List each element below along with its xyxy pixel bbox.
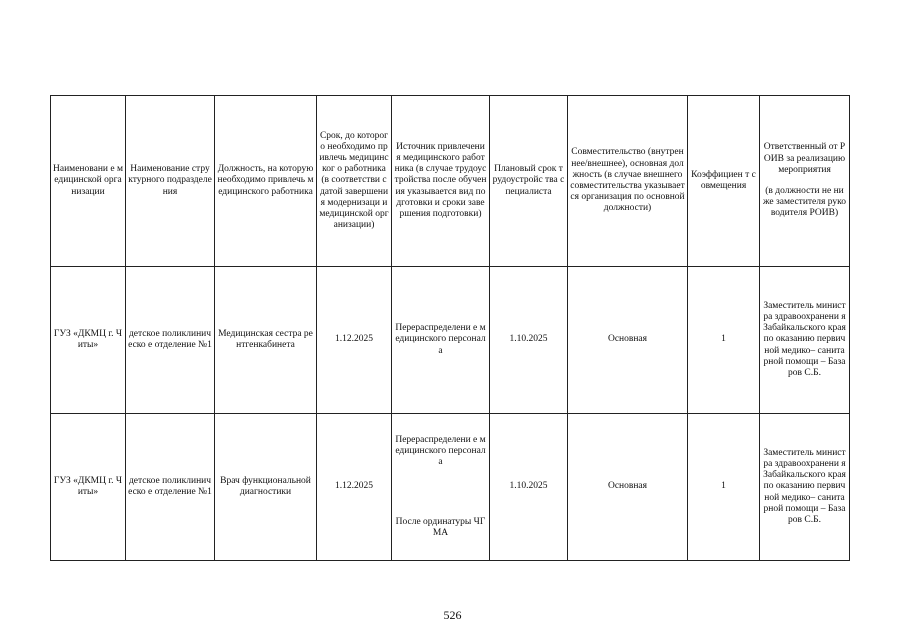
header-org: Наименовани е медицинской организации	[51, 96, 126, 267]
header-deadline: Срок, до которого необходимо привлечь медицинског о работника (в соответстви с датой завершения модернизаци и медицинской организации)	[317, 96, 392, 267]
header-unit: Наименование структурного подразделения	[126, 96, 215, 267]
cell-responsible: Заместитель министра здравоохранени я Забайкальского края по оказанию первичной медико– санитарной помощи – Базаров С.Б.	[760, 267, 850, 414]
cell-responsible: Заместитель министра здравоохранени я Забайкальского края по оказанию первичной медико– санитарной помощи – Базаров С.Б.	[760, 414, 850, 561]
cell-source	[392, 414, 490, 561]
measures-table	[50, 95, 850, 561]
header-planned: Плановый срок трудоустройс тва специалиста	[490, 96, 568, 267]
cell-coef: 1	[688, 267, 760, 414]
table-row	[51, 267, 850, 414]
header-responsible	[760, 96, 850, 267]
cell-combination: Основная	[568, 414, 688, 561]
cell-org: ГУЗ «ДКМЦ г. Читы»	[51, 267, 126, 414]
table-header-row	[51, 96, 850, 267]
cell-planned: 1.10.2025	[490, 267, 568, 414]
cell-position: Врач функциональной диагностики	[215, 414, 317, 561]
cell-coef: 1	[688, 414, 760, 561]
cell-combination: Основная	[568, 267, 688, 414]
cell-unit: детское поликлиническо е отделение №1	[126, 267, 215, 414]
header-responsible-main: Ответственный от РОИВ за реализацию мероприятия	[763, 142, 846, 175]
cell-source-primary: Перераспределени е медицинского персонала	[395, 434, 486, 468]
table-row	[51, 414, 850, 561]
page-number: 526	[443, 608, 462, 622]
header-responsible-note: (в должности не ниже заместителя руководителя РОИВ)	[762, 186, 847, 219]
cell-deadline: 1.12.2025	[317, 267, 392, 414]
cell-source-secondary: После ординатуры ЧГМА	[395, 516, 486, 538]
cell-position: Медицинская сестра рентгенкабинета	[215, 267, 317, 414]
cell-org: ГУЗ «ДКМЦ г. Читы»	[51, 414, 126, 561]
cell-planned: 1.10.2025	[490, 414, 568, 561]
cell-source: Перераспределени е медицинского персонала	[392, 267, 490, 414]
cell-deadline: 1.12.2025	[317, 414, 392, 561]
header-position: Должность, на которую необходимо привлечь медицинского работника	[215, 96, 317, 267]
header-source: Источник привлечения медицинского работника (в случае трудоустройства после обучения указывается вид подготовки и сроки завершения подготовки)	[392, 96, 490, 267]
cell-unit: детское поликлиническо е отделение №1	[126, 414, 215, 561]
header-coef: Коэффициен т совмещения	[688, 96, 760, 267]
header-combination: Совместительство (внутреннее/внешнее), основная должность (в случае внешнего совместительства указывается организация по основной должности)	[568, 96, 688, 267]
